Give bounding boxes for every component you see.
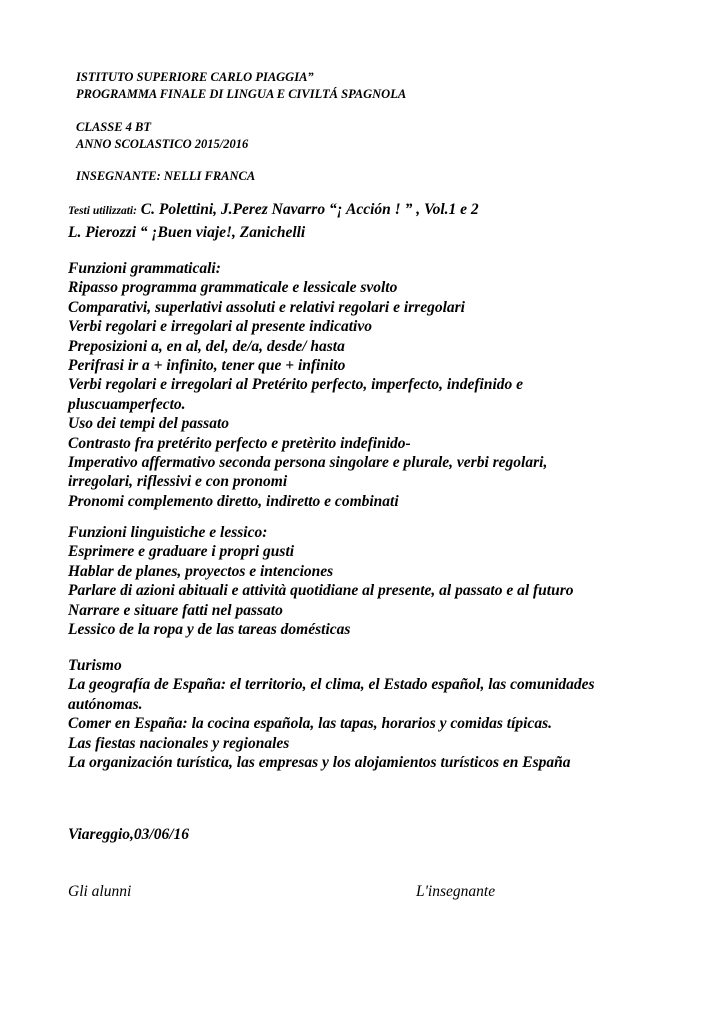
tourism-title: Turismo [68,657,122,674]
list-item: Narrare e situare fatti nel passato [68,601,283,619]
list-item: irregolari, riflessivi e con pronomi [68,473,288,491]
teacher-signature-label: L'insegnante [416,883,496,900]
school-name: ISTITUTO SUPERIORE CARLO PIAGGIA” [76,70,314,84]
textbook-2: L. Pierozzi “ ¡Buen viaje!, Zanichelli [68,224,306,241]
list-item: Preposizioni a, en al, del, de/a, desde/ hasta [68,337,345,355]
list-item: Pronomi complemento diretto, indiretto e combinati [68,492,399,510]
teacher-name: INSEGNANTE: NELLI FRANCA [76,169,256,183]
students-signature-label: Gli alunni [68,883,132,900]
list-item: autónomas. [68,695,143,713]
list-item: Esprimere e graduare i propri gusti [68,543,295,561]
list-item: Comparativi, superlativi assoluti e relativi regolari e irregolari [68,298,465,316]
grammar-title: Funzioni grammaticali: [68,260,221,277]
list-item: pluscuamperfecto. [68,395,186,413]
list-item: Comer en España: la cocina española, las tapas, horarios y comidas típicas. [68,715,552,733]
list-item: Ripasso programma grammaticale e lessicale svolto [68,279,398,297]
textbooks-label: Testi utilizzati: [68,205,137,217]
list-item: La geografía de España: el territorio, el clima, el Estado español, las comunidades [68,676,595,694]
tourism-section [68,656,595,772]
list-item: Perifrasi ir a + infinito, tener que + infinito [68,357,346,375]
language-title: Funzioni linguistiche e lessico: [68,524,268,541]
list-item: Verbi regolari e irregolari al Pretérito perfecto, imperfecto, indefinido e [68,376,524,394]
textbooks [68,199,479,243]
list-item: Lessico de la ropa y de las tareas domésticas [68,621,351,639]
textbook-line-1 [68,199,479,222]
list-item: Imperativo affermativo seconda persona singolare e plurale, verbi regolari, [68,454,548,472]
program-title: PROGRAMMA FINALE DI LINGUA E CIVILTÁ SPAGNOLA [76,87,407,101]
place-date: Viareggio,03/06/16 [68,826,189,843]
list-item: Verbi regolari e irregolari al presente indicativo [68,318,372,336]
school-year: ANNO SCOLASTICO 2015/2016 [76,137,249,151]
list-item: Hablar de planes, proyectos e intenciones [68,562,334,580]
list-item: La organización turística, las empresas y los alojamientos turísticos en España [68,754,571,772]
list-item: Uso dei tempi del passato [68,415,230,433]
textbook-1: C. Polettini, J.Perez Navarro “¡ Acción ! ” , Vol.1 e 2 [136,201,479,218]
language-section [68,523,574,639]
list-item: Parlare di azioni abituali e attività quotidiane al presente, al passato e al futuro [68,582,574,600]
class-label: CLASSE 4 BT [76,120,152,134]
list-item: Las fiestas nacionales y regionales [68,734,290,752]
list-item: Contrasto fra pretérito perfecto e pretèrito indefinido- [68,434,411,452]
grammar-section [68,259,547,511]
